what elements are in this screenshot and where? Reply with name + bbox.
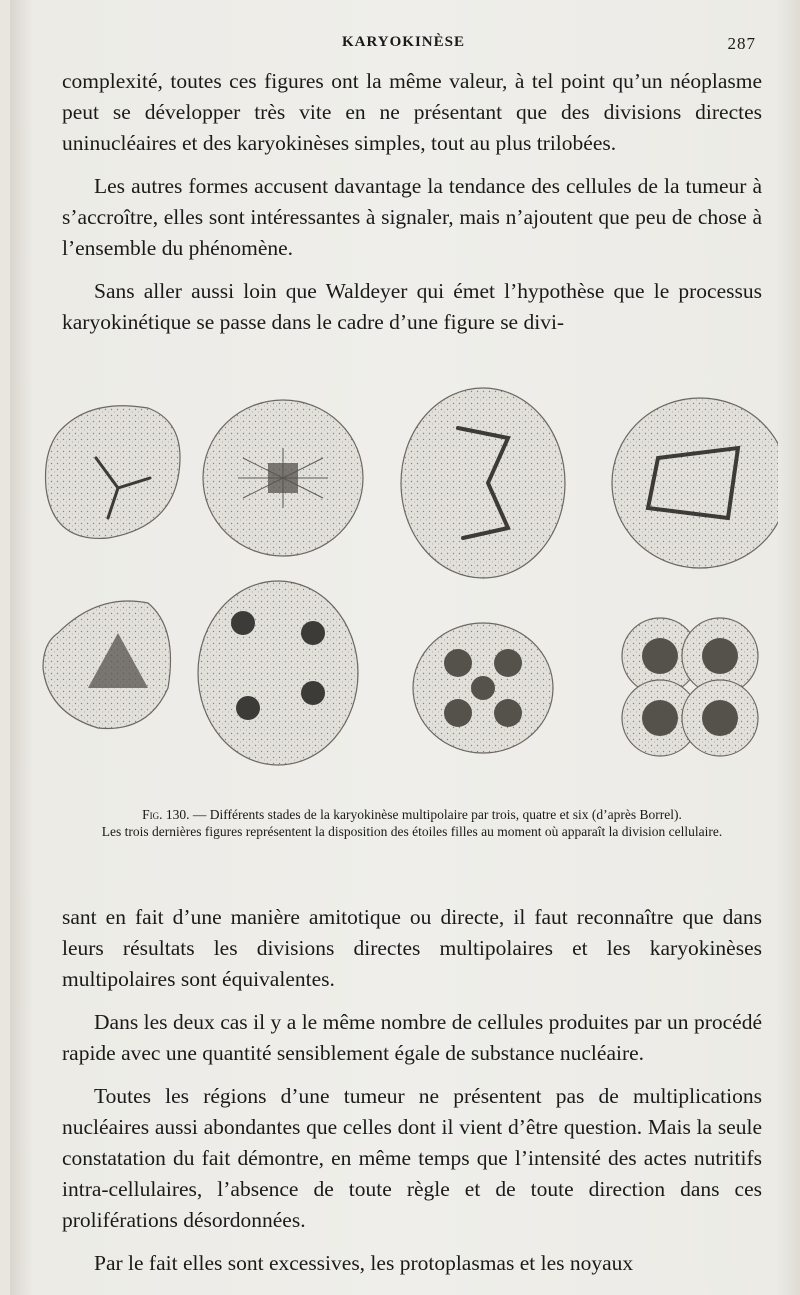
paragraph: Dans les deux cas il y a le même nombre de cellules produites par un procédé rapide avec une quantité sensiblement égale de substance nucléaire. (62, 1010, 762, 1065)
paragraph: Sans aller aussi loin que Waldeyer qui émet l’hypothèse que le processus karyokinétique se passe dans le cadre d’une figure se divi- (62, 279, 762, 334)
cell-2 (203, 400, 363, 556)
paragraph: Toutes les régions d’une tumeur ne présentent pas de multiplications nucléaires aussi abondantes que celles dont il vient d’être question. Mais la seule constatation du fait démontre, en même temps que l’intensité des actes nutritifs intra-cellulaires, l’absence de toute règle et de toute direction dans ces proliférations désordonnées. (62, 1084, 762, 1232)
caption-line-1: — Différents stades de la karyokinèse multipolaire par trois, quatre et six (d’après Borrel). (192, 807, 682, 822)
cell-4 (612, 398, 778, 568)
page-number: 287 (727, 34, 756, 53)
paragraph: complexité, toutes ces figures ont la même valeur, à tel point qu’un néoplasme peut se développer très vite en ne présentant que des divisions directes uninucléaires et des karyokinèses simples, tout au plus trilobées. (62, 69, 762, 155)
book-page (10, 0, 800, 1295)
paragraph: Les autres formes accusent davantage la tendance des cellules de la tumeur à s’accroître, elles sont intéressantes à signaler, mais n’ajoutent que peu de chose à l’ensemble du phénomène. (62, 174, 762, 260)
cell-8 (622, 618, 758, 756)
paragraph: Par le fait elles sont excessives, les protoplasmas et les noyaux (94, 1251, 634, 1275)
running-title: KARYOKINÈSE (342, 34, 465, 50)
cell-1 (46, 406, 181, 539)
cell-5 (43, 601, 171, 729)
figure-caption (62, 806, 762, 840)
cell-3 (401, 388, 565, 578)
cell-6 (198, 581, 358, 765)
paragraph: sant en fait d’une manière amitotique ou directe, il faut reconnaître que dans leurs résultats les divisions directes multipolaires et les karyokinèses multipolaires sont équivalentes. (62, 905, 762, 991)
cell-7 (413, 623, 553, 753)
body-text-top (62, 66, 762, 350)
body-text-bottom (62, 902, 762, 1291)
figure-cell-illustrations (38, 378, 778, 778)
figure-label: Fig. 130. (142, 807, 190, 822)
caption-line-2: Les trois dernières figures représentent la disposition des étoiles filles au moment où apparaît la division cellulaire. (101, 824, 723, 839)
